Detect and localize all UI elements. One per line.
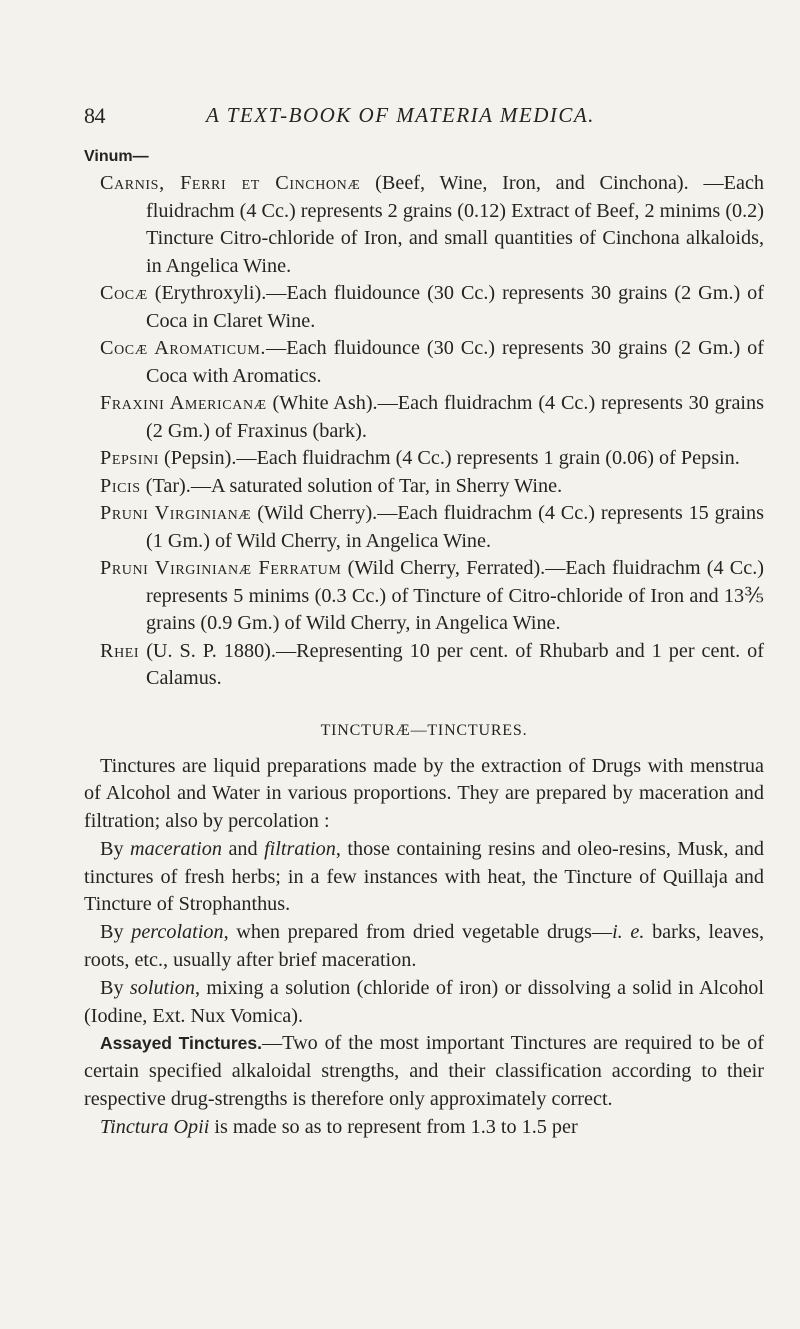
- term-solution: solution: [129, 976, 195, 999]
- para-text: barks, leaves, roots, etc., usually after brief maceration.: [84, 921, 765, 972]
- entry-text: (White Ash).—Each fluidrachm (4 Cc.) represents 30 grains (2 Gm.) of Fraxinus (bark).: [146, 392, 764, 442]
- entry-name: Pepsini: [100, 447, 159, 469]
- entry-item: [84, 638, 764, 693]
- term-filtration: filtration: [264, 837, 336, 860]
- entry-name: Picis: [100, 474, 141, 497]
- term-ie: i. e.: [612, 921, 645, 944]
- tinctures-intro: Tinctures are liquid preparations made by the extraction of Drugs with menstrua of Alcohol and Water in various proportions. They are prepared by maceration and filtration; also by percolation :: [84, 754, 764, 833]
- entry-item: [84, 280, 764, 335]
- entry-text: (Wild Cherry).—Each fluidrachm (4 Cc.) represents 15 grains (1 Gm.) of Wild Cherry, in Angelica Wine.: [146, 502, 764, 552]
- para-text: By: [100, 837, 131, 860]
- entry-text: (Tar).—A saturated solution of Tar, in Sherry Wine.: [140, 474, 563, 497]
- entry-name: Pruni Virginianæ: [100, 502, 252, 524]
- entry-name: Rhei: [100, 639, 140, 662]
- entry-name: Carnis, Ferri et Cinchonæ: [100, 172, 361, 194]
- entry-item: [84, 170, 764, 280]
- term-tinctura-opii: Tinctura Opii: [100, 1115, 210, 1138]
- entry-item: [84, 473, 764, 501]
- entry-text: —Each fluidounce (30 Cc.) represents 30 grains (2 Gm.) of Coca with Aromatics.: [146, 337, 764, 387]
- para-text: By: [100, 921, 132, 944]
- entry-name: Cocæ Aromaticum.: [100, 337, 267, 359]
- entry-text: (U. S. P. 1880).—Representing 10 per cent. of Rhubarb and 1 per cent. of Calamus.: [139, 639, 764, 689]
- entry-text: (Beef, Wine, Iron, and Cinchona). —Each fluidrachm (4 Cc.) represents 2 grains (0.12) Extract of Beef, 2 minims (0.2) Tincture Citro-chloride of Iron, and small quantities of Cinchona alkaloids, in Angelica Wine.: [146, 172, 764, 277]
- running-title: A TEXT-BOOK OF MATERIA MEDICA.: [206, 103, 595, 127]
- paragraph-maceration: [84, 836, 764, 919]
- para-text: is made so as to represent from 1.3 to 1.5 per: [209, 1115, 578, 1138]
- entry-text: (Erythroxyli).—Each fluidounce (30 Cc.) represents 30 grains (2 Gm.) of Coca in Claret Wine.: [146, 282, 764, 332]
- entry-item: [84, 335, 764, 390]
- assayed-lead: Assayed Tinctures.: [100, 1033, 262, 1054]
- para-text: , those containing resins and oleo-resins, Musk, and tinctures of fresh herbs; in a few instances with heat, the Tincture of Quillaja and Tincture of Strophanthus.: [84, 837, 765, 916]
- entry-name: Pruni Virginianæ Ferratum: [100, 557, 342, 579]
- paragraph-assayed: [84, 1030, 764, 1113]
- entry-item: [84, 500, 764, 555]
- section-label: Vinum—: [84, 148, 149, 165]
- entry-text: (Pepsin).—Each fluidrachm (4 Cc.) represents 1 grain (0.06) of Pepsin.: [159, 447, 740, 469]
- term-percolation: percolation: [131, 921, 224, 944]
- entry-name: Fraxini Americanæ: [100, 392, 267, 414]
- para-text: , mixing a solution (chloride of iron) or dissolving a solid in Alcohol (Iodine, Ext. Nux Vomica).: [84, 976, 764, 1027]
- para-text: and: [221, 837, 265, 860]
- entry-text: (Wild Cherry, Ferrated).—Each fluidrachm (4 Cc.) represents 5 minims (0.3 Cc.) of Tincture of Citro-chloride of Iron and 13⅗ grains (0.9 Gm.) of Wild Cherry, in Angelica Wine.: [146, 557, 764, 634]
- entry-item: [84, 445, 764, 473]
- term-maceration: maceration: [130, 837, 222, 860]
- paragraph-solution: [84, 975, 764, 1031]
- page-content: [84, 144, 764, 1142]
- vinum-entries: [84, 170, 764, 693]
- para-text: , when prepared from dried vegetable drugs—: [223, 921, 613, 944]
- page-header: [84, 103, 764, 133]
- para-text: —Two of the most important Tinctures are required to be of certain specified alkaloidal strengths, and their classification according to their respective drug-strengths is therefore only approximately correct.: [84, 1032, 764, 1111]
- entry-item: [84, 555, 764, 638]
- section-heading: TINCTURÆ—TINCTURES.: [320, 721, 528, 739]
- para-text: By: [100, 976, 130, 999]
- page-number: 84: [84, 103, 105, 128]
- paragraph-opii: [84, 1114, 764, 1142]
- entry-item: [84, 390, 764, 445]
- paragraph-percolation: [84, 919, 764, 975]
- entry-name: Cocæ: [100, 282, 148, 304]
